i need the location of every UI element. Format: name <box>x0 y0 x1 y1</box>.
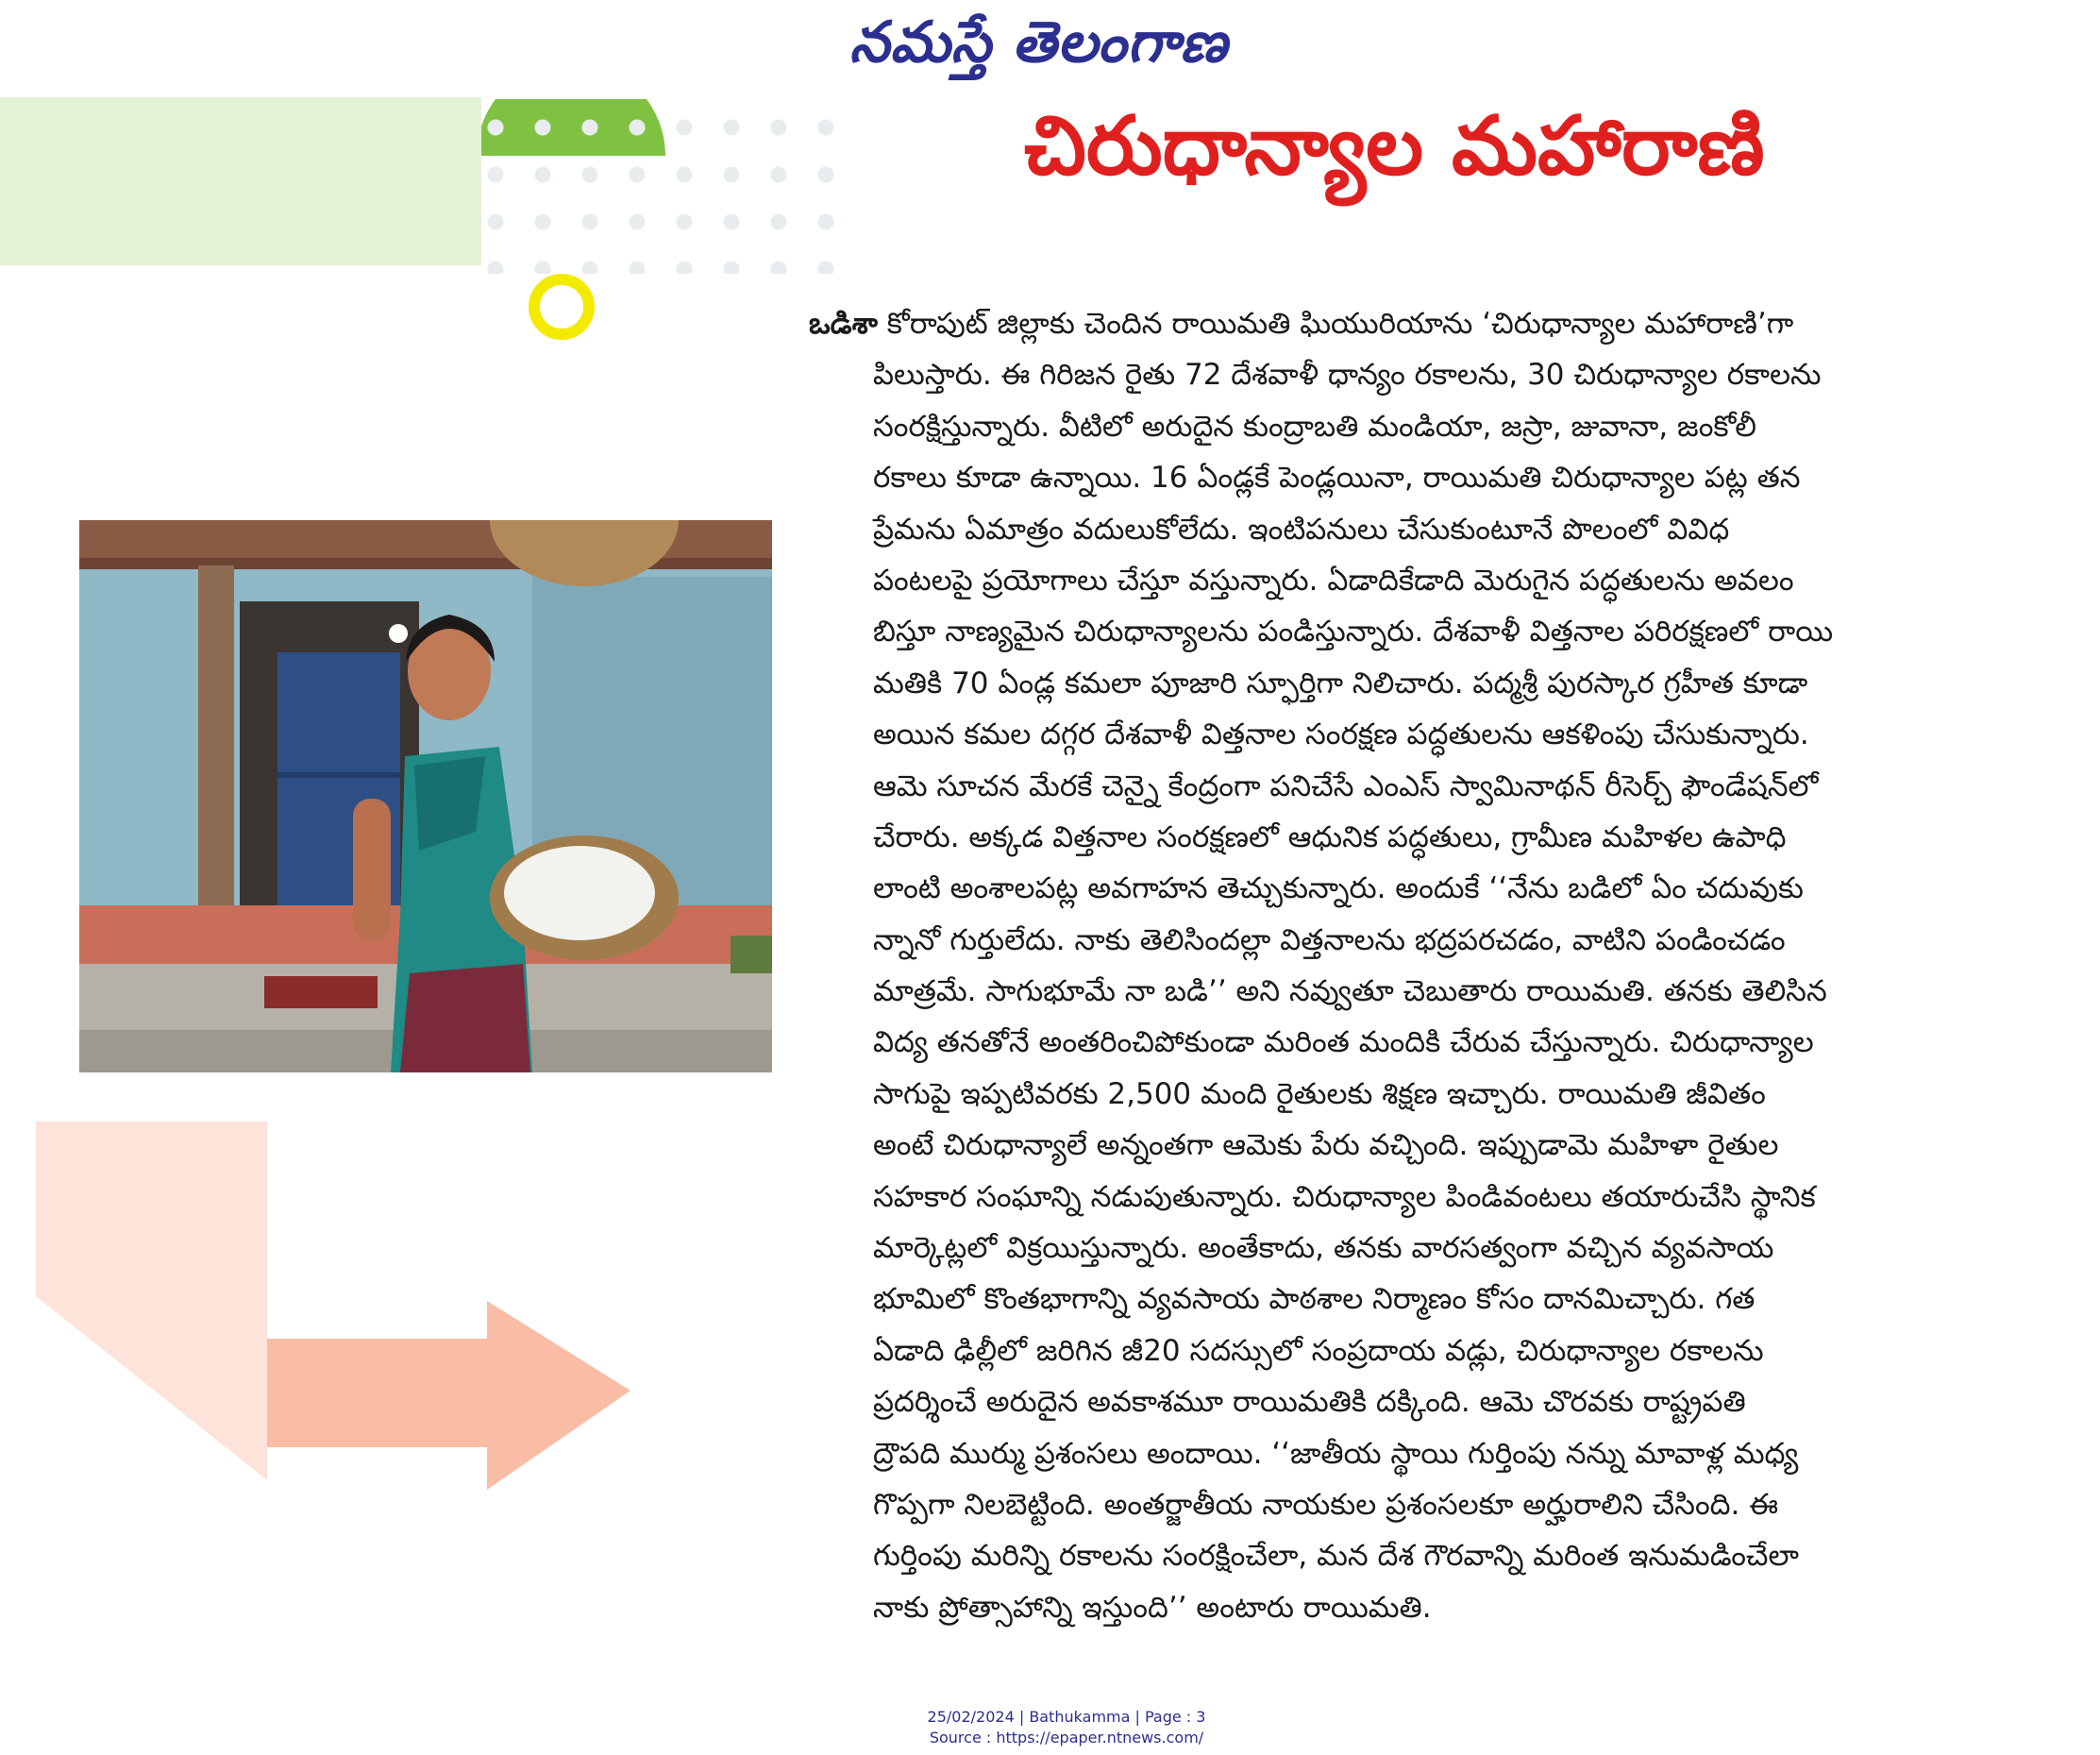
article-line: సంరక్షిస్తున్నారు. వీటిలో అరుదైన కుంద్రాబతి మండియా, జస్రా, జువానా, జంకోలీ <box>873 409 1756 444</box>
article-line: గొప్పగా నిలబెట్టింది. అంతర్జాతీయ నాయకుల ప్రశంసలకూ అర్హురాలిని చేసింది. ఈ <box>873 1487 1779 1522</box>
article-line: ప్రదర్శించే అరుదైన అవకాశమూ రాయిమతికి దక్కింది. ఆమె చొరవకు రాష్ట్రపతి <box>873 1385 1746 1420</box>
decorative-arrow <box>36 1122 640 1499</box>
article-line: ద్రౌపది ముర్ము ప్రశంసలు అందాయి. ‘‘జాతీయ స్థాయి గుర్తింపు నన్ను మావాళ్ల మధ్య <box>873 1436 1799 1471</box>
article-line: అయిన కమల దగ్గర దేశవాళీ విత్తనాల సంరక్షణ పద్ధతులను ఆకళింపు చేసుకున్నారు. <box>873 717 1809 752</box>
article-photo <box>79 520 772 1072</box>
article-headline: చిరుధాన్యాల మహారాణి <box>1024 99 1765 194</box>
newspaper-masthead: నమస్తే తెలంగాణ <box>849 9 1229 76</box>
article-line: పిలుస్తారు. ఈ గిరిజన రైతు 72 దేశవాళీ ధాన్యం రకాలను, 30 చిరుధాన్యాల రకాలను <box>873 358 1822 393</box>
article-line: ఏడాది ఢిల్లీలో జరిగిన జీ20 సదస్సులో సంప్రదాయ వడ్లు, చిరుధాన్యాల రకాలను <box>873 1333 1764 1368</box>
article-dateline: ఒడిశా <box>809 307 878 341</box>
page-footer <box>831 1707 1302 1748</box>
article-line: బిస్తూ నాణ్యమైన చిరుధాన్యాలను పండిస్తున్నారు. దేశవాళీ విత్తనాల పరిరక్షణలో రాయి <box>873 615 1834 650</box>
article-line: రకాలు కూడా ఉన్నాయి. 16 ఏండ్లకే పెండ్లయినా, రాయిమతి చిరుధాన్యాల పట్ల తన <box>873 461 1801 496</box>
article-line: పంటలపై ప్రయోగాలు చేస్తూ వస్తున్నారు. ఏడాదికేడాది మెరుగైన పద్ధతులను అవలం <box>873 563 1794 598</box>
article-line: సాగుపై ఇప్పటివరకు 2,500 మంది రైతులకు శిక్షణ ఇచ్చారు. రాయిమతి జీవితం <box>873 1076 1766 1111</box>
article-line: విద్య తనతోనే అంతరించిపోకుండా మరింత మందికి చేరువ చేస్తున్నారు. చిరుధాన్యాల <box>873 1025 1814 1060</box>
article-line: మతికి 70 ఏండ్ల కమలా పూజారి స్ఫూర్తిగా నిలిచారు. పద్మశ్రీ పురస్కార గ్రహీత కూడా <box>873 666 1808 700</box>
article-line: భూమిలో కొంతభాగాన్ని వ్యవసాయ పాఠశాల నిర్మాణం కోసం దానమిచ్చారు. గత <box>873 1282 1756 1317</box>
article-line: అంటే చిరుధాన్యాలే అన్నంతగా ఆమెకు పేరు వచ్చింది. ఇప్పుడామె మహిళా రైతుల <box>873 1128 1779 1163</box>
article-line: మార్కెట్లలో విక్రయిస్తున్నారు. అంతేకాదు, తనకు వారసత్వంగా వచ్చిన వ్యవసాయ <box>873 1231 1774 1266</box>
decorative-dot-pattern <box>472 104 849 274</box>
decorative-yellow-ring <box>529 274 595 340</box>
article-body <box>809 298 1970 1625</box>
decorative-green-panel <box>0 97 481 265</box>
article-line: సహకార సంఘాన్ని నడుపుతున్నారు. చిరుధాన్యాల పిండివంటలు తయారుచేసి స్థానిక <box>873 1179 1816 1214</box>
article-line: లాంటి అంశాలపట్ల అవగాహన తెచ్చుకున్నారు. అందుకే ‘‘నేను బడిలో ఏం చదువుకు <box>873 871 1804 906</box>
article-line: ఆమె సూచన మేరకే చెన్నై కేంద్రంగా పనిచేసే ఎంఎస్ స్వామినాథన్ రీసెర్చ్ ఫౌండేషన్‌లో <box>873 768 1819 803</box>
article-line: న్నానో గుర్తులేదు. నాకు తెలిసిందల్లా విత్తనాలను భద్రపరచడం, వాటిని పండించడం <box>873 922 1786 957</box>
footer-source: Source : https://epaper.ntnews.com/ <box>929 1729 1204 1747</box>
article-line: చేరారు. అక్కడ విత్తనాల సంరక్షణలో ఆధునిక పద్ధతులు, గ్రామీణ మహిళల ఉపాధి <box>873 819 1787 854</box>
article-line: నాకు ప్రోత్సాహాన్ని ఇస్తుంది’’ అంటారు రాయిమతి. <box>873 1590 1432 1625</box>
article-line: ప్రేమను ఏమాత్రం వదులుకోలేదు. ఇంటిపనులు చేసుకుంటూనే పొలంలో వివిధ <box>873 512 1730 547</box>
footer-info: 25/02/2024 | Bathukamma | Page : 3 <box>927 1708 1206 1726</box>
article-line-1: ఒడిశా కోరాపుట్ జిల్లాకు చెందిన రాయిమతి ఘియురియాను ‘చిరుధాన్యాల మహారాణి’గా <box>809 307 1794 341</box>
article-line: గుర్తింపు మరిన్ని రకాలను సంరక్షించేలా, మన దేశ గౌరవాన్ని మరింత ఇనుమడించేలా <box>873 1539 1799 1574</box>
article-line: మాత్రమే. సాగుభూమే నా బడి’’ అని నవ్వుతూ చెబుతారు రాయిమతి. తనకు తెలిసిన <box>873 974 1827 1009</box>
